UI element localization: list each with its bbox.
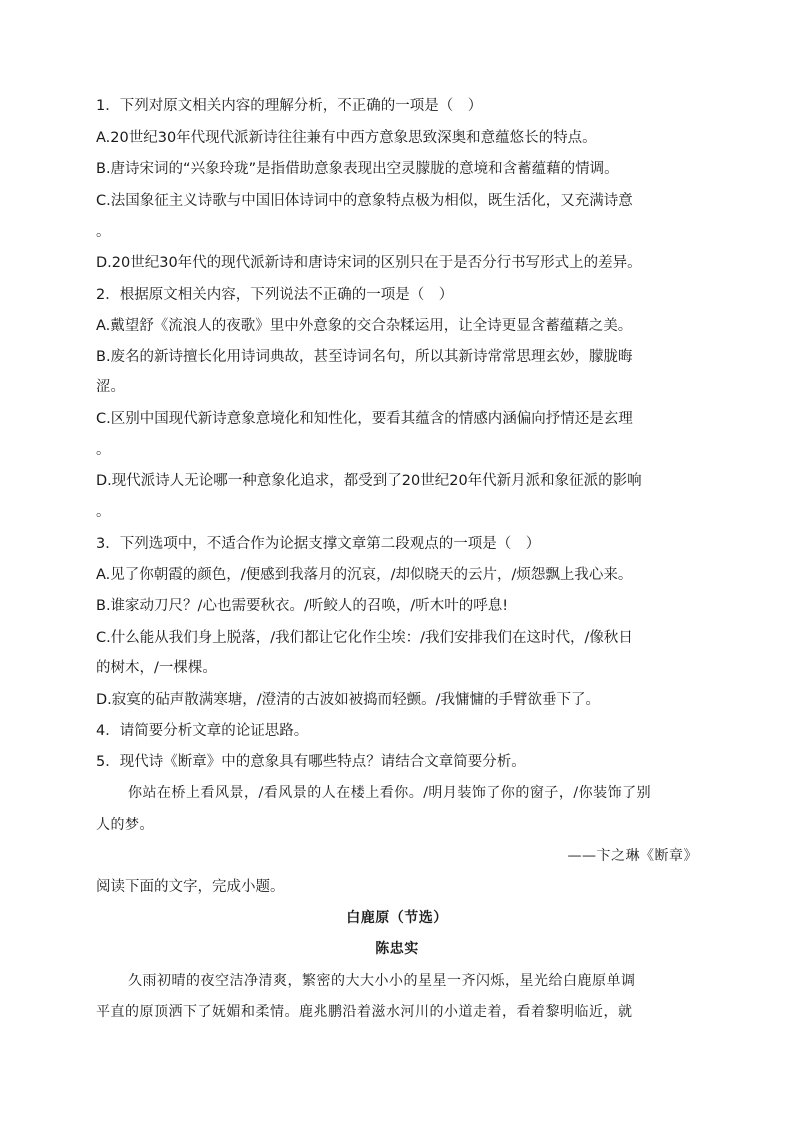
- q2-option-a: A.戴望舒《流浪人的夜歌》里中外意象的交合杂糅运用，让全诗更显含蓄蕴藉之美。: [96, 318, 633, 334]
- q3-stem: 3．下列选项中，不适合作为论据支撑文章第二段观点的一项是（ ）: [96, 536, 541, 552]
- q2-option-d: D.现代派诗人无论哪一种意象化追求，都受到了20世纪20年代新月派和象征派的影响: [96, 473, 642, 489]
- poem-line-1: 你站在桥上看风景，/看风景的人在楼上看你。/明月装饰了你的窗子，/你装饰了别: [128, 785, 652, 801]
- q3-option-c-cont: 的树木，/一棵棵。: [96, 660, 217, 676]
- q2-option-b: B.废名的新诗擅长化用诗词典故，甚至诗词名句，所以其新诗常常思理玄妙，朦胧晦: [96, 349, 633, 365]
- reading-title: 白鹿原（节选）: [346, 910, 448, 926]
- poem-line-2: 人的梦。: [96, 817, 154, 833]
- q3-option-b: B.谁家动刀尺？/心也需要秋衣。/听鲛人的召唤，/听木叶的呼息!: [96, 598, 509, 614]
- q1-option-b: B.唐诗宋词的“兴象玲珑”是指借助意象表现出空灵朦胧的意境和含蓄蕴藉的情调。: [96, 161, 619, 177]
- reading-paragraph-line-1: 久雨初晴的夜空洁净清爽，繁密的大大小小的星星一齐闪烁，星光给白鹿原单调: [128, 973, 636, 989]
- q2-stem: 2．根据原文相关内容，下列说法不正确的一项是（ ）: [96, 287, 454, 303]
- poem-attribution: ——卞之琳《断章》: [567, 848, 698, 864]
- q4-stem: 4．请简要分析文章的论证思路。: [96, 723, 309, 739]
- q1-option-a: A.20世纪30年代现代派新诗往往兼有中西方意象思致深奥和意蕴悠长的特点。: [96, 130, 597, 146]
- q1-option-c: C.法国象征主义诗歌与中国旧体诗词中的意象特点极为相似，既生活化，又充满诗意: [96, 193, 633, 209]
- q1-option-c-cont: 。: [96, 224, 111, 240]
- reading-instruction: 阅读下面的文字，完成小题。: [96, 879, 285, 895]
- reading-paragraph-line-2: 平直的原顶洒下了妩媚和柔情。鹿兆鹏沿着滋水河川的小道走着，看着黎明临近，就: [96, 1004, 633, 1020]
- q2-option-d-cont: 。: [96, 504, 111, 520]
- q2-option-c: C.区别中国现代新诗意象意境化和知性化，要看其蕴含的情感内涵偏向抒情还是玄理: [96, 411, 633, 427]
- reading-author: 陈忠实: [375, 941, 419, 957]
- q3-option-d: D.寂寞的砧声散满寒塘，/澄清的古波如被捣而轻颤。/我慵慵的手臂欲垂下了。: [96, 692, 601, 708]
- q2-option-c-cont: 。: [96, 442, 111, 458]
- q3-option-a: A.见了你朝霞的颜色，/便感到我落月的沉哀，/却似晓天的云片，/烦怨飘上我心来。: [96, 567, 633, 583]
- q2-option-b-cont: 涩。: [96, 379, 125, 395]
- q3-option-c: C.什么能从我们身上脱落，/我们都让它化作尘埃：/我们安排我们在这时代，/像秋日: [96, 630, 633, 646]
- q1-option-d: D.20世纪30年代的现代派新诗和唐诗宋词的区别只在于是否分行书写形式上的差异。: [96, 255, 642, 271]
- q5-stem: 5．现代诗《断章》中的意象具有哪些特点？请结合文章简要分析。: [96, 754, 526, 770]
- q1-stem: 1．下列对原文相关内容的理解分析，不正确的一项是（ ）: [96, 98, 483, 114]
